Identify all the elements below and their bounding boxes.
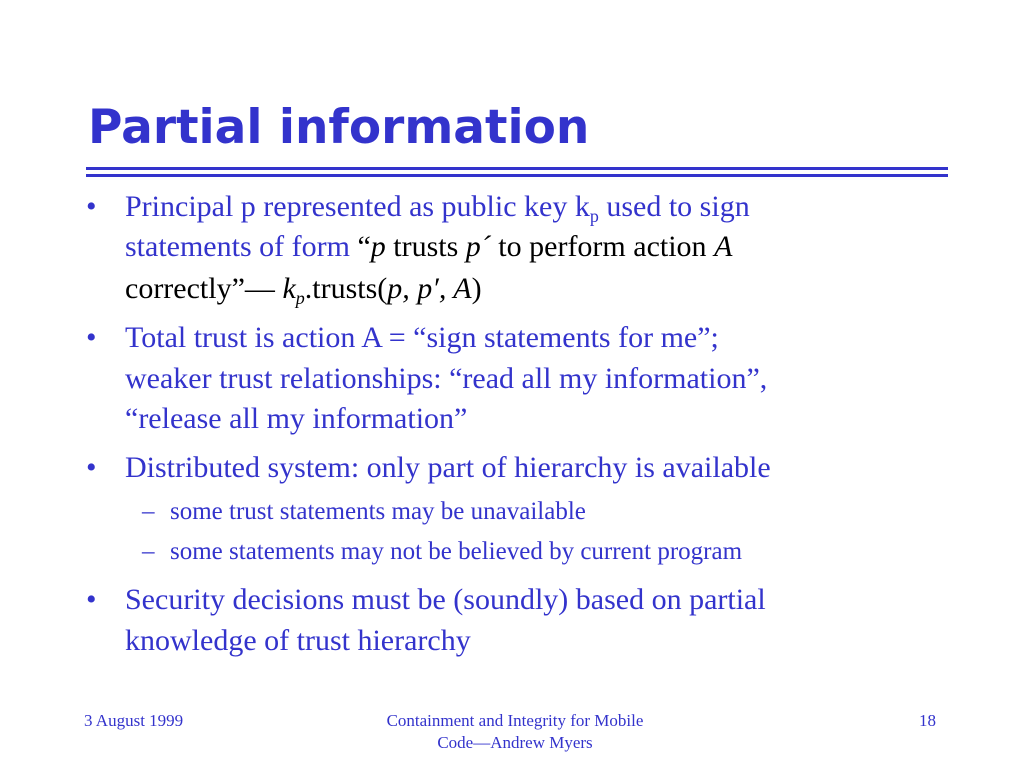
- bullet-4-line-2: knowledge of trust hierarchy: [125, 624, 471, 657]
- sub-bullet-marker: –: [142, 538, 155, 565]
- sub-item-2: some statements may not be believed by current program: [170, 538, 743, 565]
- bullet-1-line-1: [125, 192, 750, 225]
- footer-date: 3 August 1999: [84, 711, 184, 730]
- trusts-args: p, p′, A: [387, 272, 472, 305]
- bullet-2-line-3: “release all my information”: [125, 402, 468, 435]
- correctly-word: correctly: [125, 272, 232, 305]
- footer-title-line-1: Containment and Integrity for Mobile: [386, 711, 644, 730]
- footer-title: [350, 710, 680, 754]
- bullet-2-line-2: weaker trust relationships: “read all my information”,: [125, 362, 768, 395]
- bullet-1-line-2: [125, 232, 732, 262]
- principal-p: p: [370, 230, 386, 263]
- close-paren: ): [471, 272, 482, 305]
- principal-p-prime: p´: [465, 230, 491, 263]
- bullet-3-line-1: Distributed system: only part of hierarchy is available: [125, 451, 771, 484]
- page-number: 18: [919, 711, 936, 730]
- action-a: A: [714, 230, 733, 263]
- bullet-1-text-b: used to sign: [598, 190, 750, 223]
- bullet-1-text-a: Principal p represented as public key k: [125, 190, 590, 223]
- key-k-subscript: p: [295, 288, 305, 308]
- bullet-marker: •: [86, 451, 97, 484]
- bullet-marker: •: [86, 321, 97, 354]
- dot-trusts: .trusts(: [304, 272, 388, 305]
- close-quote-dash: ”—: [231, 272, 275, 305]
- slide-title: Partial information: [88, 100, 590, 155]
- open-quote: “: [357, 230, 371, 263]
- bullet-1-statements-text: statements of form: [125, 230, 358, 263]
- sub-bullet-marker: –: [142, 498, 155, 525]
- key-k: k: [282, 272, 296, 305]
- footer-title-line-2: Code—Andrew Myers: [437, 733, 593, 753]
- bullet-4-line-1: Security decisions must be (soundly) based on partial: [125, 583, 766, 616]
- bullet-1-subscript: p: [589, 206, 599, 226]
- sub-item-1: some trust statements may be unavailable: [170, 498, 586, 525]
- perform-action-text: to perform action: [490, 230, 715, 263]
- bullet-2-line-1: Total trust is action A = “sign statements for me”;: [125, 321, 719, 354]
- trusts-word: trusts: [385, 230, 466, 263]
- bullet-1-line-3: [125, 274, 482, 307]
- bullet-marker: •: [86, 583, 97, 616]
- bullet-marker: •: [86, 190, 97, 223]
